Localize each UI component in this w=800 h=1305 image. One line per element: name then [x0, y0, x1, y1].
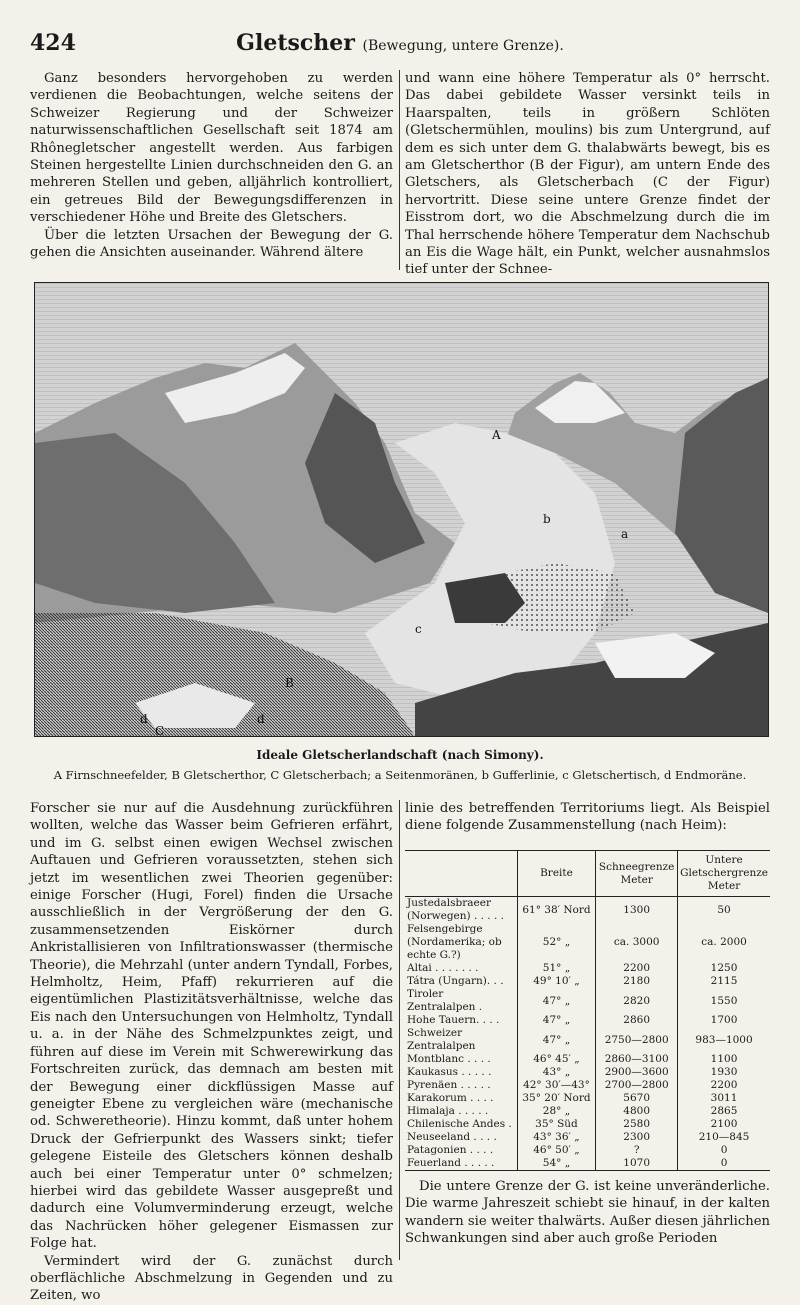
table-row — [405, 975, 770, 988]
table-row — [405, 1066, 770, 1079]
page-header — [30, 30, 770, 62]
cell-schnee: 2200 — [596, 962, 678, 975]
header-breite: Breite — [517, 851, 596, 897]
cell-region: Felsengebirge (Nordamerika; ob echte G.?) — [407, 923, 502, 961]
paragraph: linie des betreffenden Territoriums liegt. Als Beispiel diene folgende Zusammenstellung (nach Heim): — [405, 801, 770, 834]
paragraph: Die untere Grenze der G. ist keine unveränderliche. Die warme Jahreszeit schiebt sie hinauf, in der kalten wandern sie weiter thalwärts. Außer diesen jährlichen Schwankungen sind aber auch große Perioden — [405, 1179, 770, 1247]
cell-region: Pyrenäen . . . . . — [407, 1079, 491, 1091]
cell-region: Chilenische Andes . — [407, 1118, 512, 1130]
cell-breite: 46° 45′ „ — [517, 1053, 596, 1066]
cell-schnee: ? — [596, 1144, 678, 1157]
cell-breite: 47° „ — [517, 988, 596, 1014]
table-row — [405, 1118, 770, 1131]
cell-region: Schweizer Zentralalpen — [407, 1027, 476, 1052]
page-title — [30, 30, 770, 56]
cell-breite: 43° „ — [517, 1066, 596, 1079]
cell-unten: 0 — [678, 1144, 770, 1157]
cell-breite: 46° 50′ „ — [517, 1144, 596, 1157]
cell-region: Kaukasus . . . . . — [407, 1066, 492, 1078]
column-1-bottom — [30, 800, 393, 1305]
untere-grenze-unit: Meter — [707, 880, 741, 892]
cell-region: Altai . . . . . . . — [407, 962, 479, 974]
cell-schnee: 2700—2800 — [596, 1079, 678, 1092]
cell-schnee: 4800 — [596, 1105, 678, 1118]
cell-schnee: 2750—2800 — [596, 1027, 678, 1053]
title-subtitle: (Bewegung, untere Grenze). — [362, 38, 564, 54]
cell-region: Montblanc . . . . — [407, 1053, 491, 1065]
cell-schnee: 2180 — [596, 975, 678, 988]
cell-region: Himalaja . . . . . — [407, 1105, 489, 1117]
cell-schnee: 2860—3100 — [596, 1053, 678, 1066]
table-body — [405, 897, 770, 1171]
paragraph: Vermindert wird der G. zunächst durch oberflächliche Abschmelzung in Gegenden und zu Zeiten, wo — [30, 1253, 393, 1304]
schneegrenze-unit: Meter — [620, 873, 653, 886]
label-a: a — [621, 527, 629, 541]
cell-unten: 1100 — [678, 1053, 770, 1066]
cell-unten: 2865 — [678, 1105, 770, 1118]
paragraph: Über die letzten Ursachen der Bewegung der G. gehen die Ansichten auseinander. Während ältere — [30, 227, 393, 261]
table-row — [405, 1144, 770, 1157]
cell-region: Feuerland . . . . . — [405, 1157, 517, 1171]
cell-breite: 28° „ — [517, 1105, 596, 1118]
table-row — [405, 1092, 770, 1105]
column-2-top — [405, 70, 770, 279]
cell-breite: 43° 36′ „ — [517, 1131, 596, 1144]
cell-breite: 54° „ — [517, 1157, 596, 1171]
label-B: B — [285, 676, 294, 690]
title-word: Gletscher — [236, 30, 355, 56]
cell-breite: 35° 20′ Nord — [517, 1092, 596, 1105]
cell-unten: 2115 — [678, 975, 770, 988]
cell-unten: 983—1000 — [678, 1027, 770, 1053]
cell-breite: 49° 10′ „ — [517, 975, 596, 988]
page-number: 424 — [30, 30, 76, 56]
figure-caption-title: Ideale Gletscherlandschaft (nach Simony). — [256, 748, 544, 762]
cell-region: Tátra (Ungarn). . . — [407, 975, 504, 987]
label-b: b — [543, 512, 551, 526]
schneegrenze-label: Schneegrenze — [598, 860, 675, 873]
cell-schnee: 2900—3600 — [596, 1066, 678, 1079]
cell-unten: 1250 — [678, 962, 770, 975]
table-header-row — [405, 851, 770, 897]
cell-unten: 0 — [678, 1157, 770, 1171]
cell-schnee: 1070 — [596, 1157, 678, 1171]
table-row — [405, 1105, 770, 1118]
cell-schnee: 2580 — [596, 1118, 678, 1131]
cell-unten: 3011 — [678, 1092, 770, 1105]
header-untere-grenze — [678, 851, 770, 897]
label-C: C — [155, 724, 165, 736]
paragraph: Ganz besonders hervorgehoben zu werden verdienen die Beobachtungen, welche seitens der Schweizer Regierung und der Schweizer naturwissenschaftlichen Gesellschaft seit 1874 am Rhônegletscher angestellt werden. Aus farbigen Steinen hergestellte Linien durchschneiden den G. an mehreren Stellen und geben, alljährlich kontrolliert, ein getreues Bild der Bewegungsdifferenzen in verschiedener Höhe und Breite des Gletschers. — [30, 71, 393, 226]
cell-region: Tiroler Zentralalpen . — [407, 988, 483, 1013]
column-2-bottom-intro — [405, 800, 770, 835]
cell-unten: 210—845 — [678, 1131, 770, 1144]
cell-schnee: 1300 — [596, 897, 678, 924]
cell-unten: 2100 — [678, 1118, 770, 1131]
cell-breite: 42° 30′—43° — [517, 1079, 596, 1092]
cell-schnee: 2860 — [596, 1014, 678, 1027]
header-schneegrenze — [596, 851, 678, 897]
table-row — [405, 1131, 770, 1144]
table-row — [405, 988, 770, 1014]
table-row — [405, 1014, 770, 1027]
cell-region: Karakorum . . . . — [407, 1092, 494, 1104]
cell-unten: ca. 2000 — [678, 923, 770, 962]
cell-unten: 1700 — [678, 1014, 770, 1027]
cell-unten: 1550 — [678, 988, 770, 1014]
cell-breite: 52° „ — [517, 923, 596, 962]
cell-breite: 35° Süd — [517, 1118, 596, 1131]
cell-breite: 61° 38′ Nord — [517, 897, 596, 924]
cell-region: Neuseeland . . . . — [407, 1131, 497, 1143]
paragraph: und wann eine höhere Temperatur als 0° herrscht. Das dabei gebildete Wasser versinkt teils in Haarspalten, teils in größern Schlöten (Gletschermühlen, moulins) bis zum Untergrund, auf dem es sich unter dem G. thalabwärts bewegt, bis es am Gletscherthor (B der Figur), am untern Ende des Gletschers, als Gletscherbach (C der Figur) hervortritt. Diese seine untere Grenze findet der Eisstrom dort, wo die Abschmelzung durch die im Thal herrschende höhere Temperatur dem Nachschub an Eis die Wage hält, ein Punkt, welcher ausnahmslos tief unter der Schnee- — [405, 71, 770, 278]
label-A: A — [492, 428, 501, 442]
label-d: d — [257, 712, 265, 726]
column-2-bottom — [405, 1178, 770, 1248]
cell-region: Justedalsbraeer (Norwegen) . . . . . — [407, 897, 504, 922]
table-row — [405, 923, 770, 962]
cell-breite: 51° „ — [517, 962, 596, 975]
cell-schnee: 2300 — [596, 1131, 678, 1144]
glacier-limits-table — [405, 850, 770, 1171]
cell-breite: 47° „ — [517, 1014, 596, 1027]
column-divider — [399, 800, 400, 1260]
cell-schnee: ca. 3000 — [596, 923, 678, 962]
cell-unten: 50 — [678, 897, 770, 924]
table-row — [405, 897, 770, 924]
cell-region: Hohe Tauern. . . . — [407, 1014, 500, 1026]
cell-breite: 47° „ — [517, 1027, 596, 1053]
glacier-landscape-illustration — [34, 282, 769, 737]
cell-region: Patagonien . . . . — [407, 1144, 494, 1156]
paragraph: Forscher sie nur auf die Ausdehnung zurückführen wollten, welche das Wasser beim Gefrieren erfährt, und im G. selbst einen ewigen Wechsel zwischen Auftauen und Gefrieren voraussetzten, stehen sich jetzt im wesentlichen zwei Theorien gegenüber: einige Forscher (Hugi, Forel) finden die Ursache ausschließlich in der Vergrößerung der den G. zusammensetzenden Eiskörner durch Ankristallisieren von Infiltrationswasser (thermische Theorie), die Mehrzahl (unter andern Tyndall, Forbes, Helmholtz, Heim, Pfaff) rekurrieren auf die eigentümlichen Plastizitätsverhältnisse, welche das Eis nach den Untersuchungen von Helmholtz, Tyndall u. a. in der Nähe des Schmelzpunktes zeigt, und führen auf diese im Verein mit Schwerewirkung das Fortschreiten zurück, das demnach am besten mit der Bewegung einer dickflüssigen Masse auf geneigter Ebene zu vergleichen wäre (mechanische od. Schweretheorie). Hinzu kommt, daß unter hohem Druck der Gefrierpunkt des Wassers sinkt; tiefer gelegene Eisteile des Gletschers können deshalb auch bei einer Temperatur unter 0° schmelzen; hierbei wird das gebildete Wasser ausgepreßt und dadurch eine Volumverminderung erzeugt, welche das Nachrücken höher gelegener Eismassen zur Folge hat. — [30, 801, 393, 1252]
column-1-top — [30, 70, 393, 261]
table-row — [405, 1079, 770, 1092]
table-row — [405, 1027, 770, 1053]
cell-schnee: 2820 — [596, 988, 678, 1014]
figure-caption-legend: A Firnschneefelder, B Gletscherthor, C Gletscherbach; a Seitenmoränen, b Gufferlinie, c Gletschertisch, d Endmoräne. — [53, 768, 747, 782]
cell-unten: 1930 — [678, 1066, 770, 1079]
header-region — [405, 851, 517, 897]
engraving-svg — [35, 283, 768, 736]
table-row — [405, 1053, 770, 1066]
untere-grenze-label: Untere Gletschergrenze — [680, 854, 769, 879]
table-row — [405, 962, 770, 975]
table-row — [405, 1157, 770, 1171]
label-c: c — [415, 622, 422, 636]
cell-schnee: 5670 — [596, 1092, 678, 1105]
cell-unten: 2200 — [678, 1079, 770, 1092]
column-divider — [399, 70, 400, 270]
label-d: d — [140, 712, 148, 726]
